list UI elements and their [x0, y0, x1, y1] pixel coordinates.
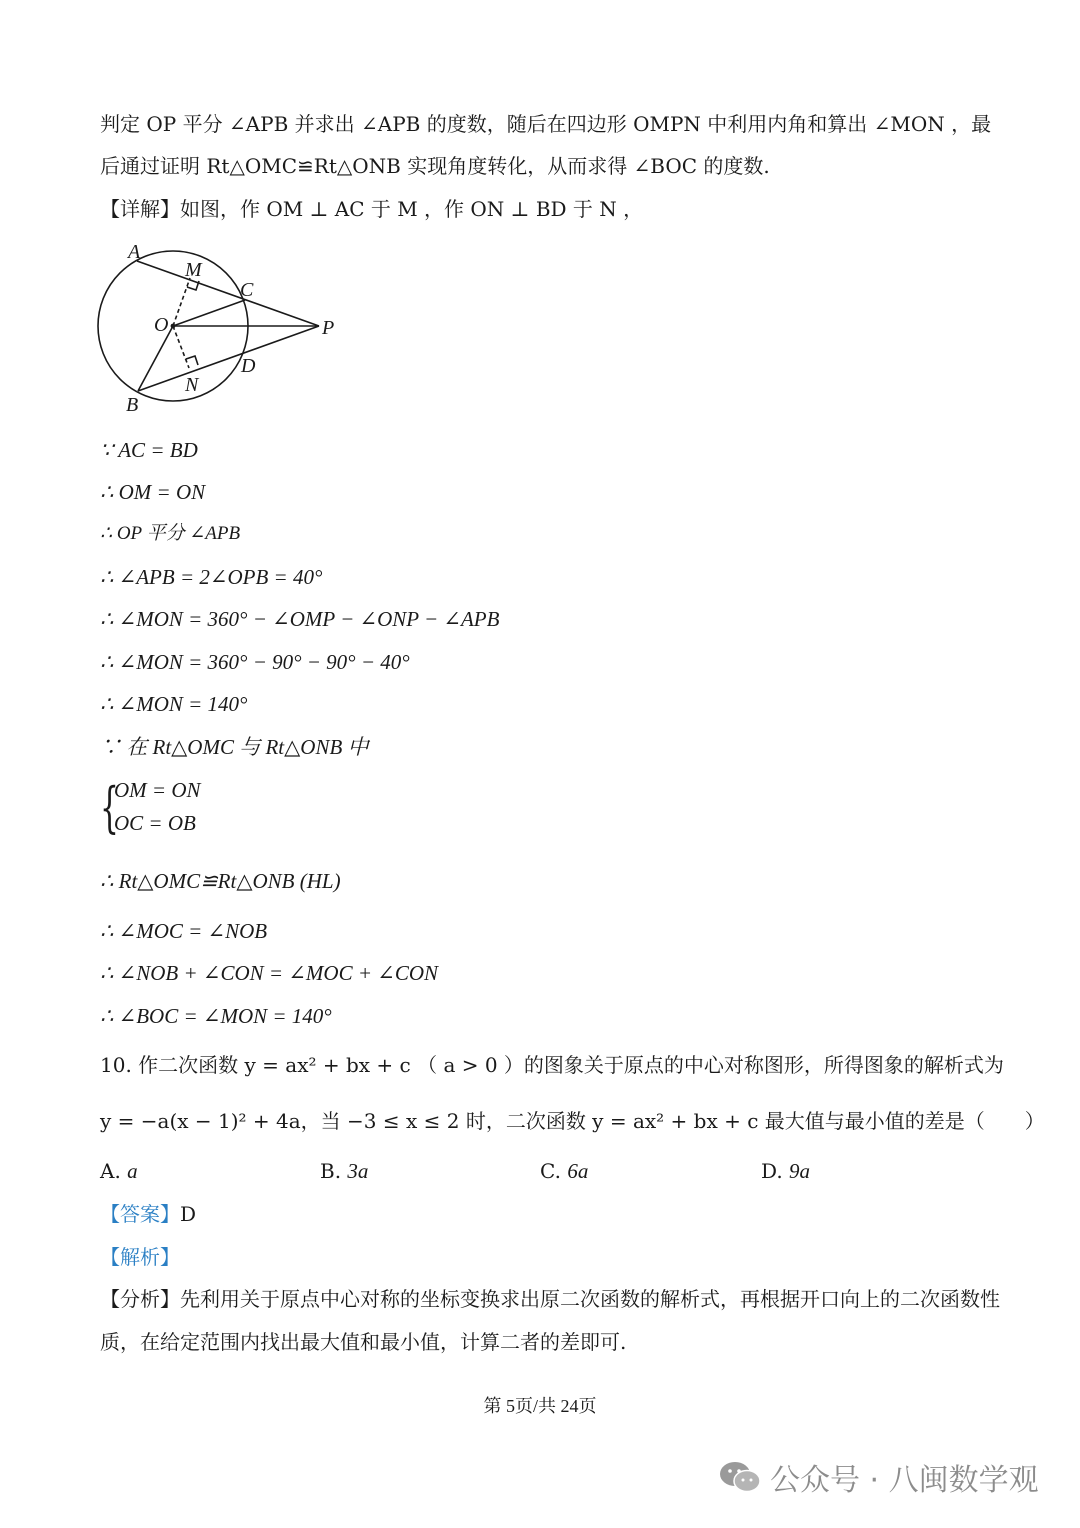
step-9: ∴ Rt△OMC≌Rt△ONB (HL): [100, 869, 341, 893]
label-C: C: [240, 279, 254, 301]
right-angle-N: [186, 356, 198, 365]
line-OM: [173, 278, 190, 326]
step-11: ∴ ∠NOB + ∠CON = ∠MOC + ∠CON: [100, 961, 439, 985]
choice-b: [320, 1159, 368, 1184]
analysis-label: 【解析】: [100, 1245, 180, 1269]
fenxi-line-1: [100, 1285, 1000, 1313]
step-4: ∴ ∠APB = 2∠OPB = 40°: [100, 565, 323, 589]
choice-a: [100, 1159, 138, 1184]
choice-d-value: 9a: [789, 1159, 811, 1183]
choice-c: [540, 1159, 588, 1184]
choice-c-value: 6a: [567, 1159, 589, 1183]
step-10: ∴ ∠MOC = ∠NOB: [100, 919, 268, 943]
label-B: B: [126, 394, 139, 416]
step-5: ∴ ∠MON = 360° − ∠OMP − ∠ONP − ∠APB: [100, 607, 500, 631]
choice-a-value: a: [127, 1159, 138, 1183]
choice-b-value: 3a: [347, 1159, 369, 1183]
circle-tangent-figure: [88, 236, 358, 416]
fenxi-text-1: 先利用关于原点中心对称的坐标变换求出原二次函数的解析式，再根据开口向上的二次函数性: [180, 1287, 1000, 1311]
step-2: ∴ OM = ON: [100, 480, 206, 504]
choice-c-key: C.: [540, 1159, 561, 1183]
brace-icon: {: [100, 776, 119, 839]
watermark: [718, 1455, 1039, 1499]
step-1: ∵ AC = BD: [100, 438, 198, 462]
question-line-2: y = −a(x − 1)² + 4a，当 −3 ≤ x ≤ 2 时，二次函数 y = ax² + bx + c 最大值与最小值的差是（ ）: [100, 1109, 1045, 1133]
step-3: ∴ OP 平分 ∠APB: [100, 523, 241, 544]
label-D: D: [241, 355, 256, 377]
detail-label: 【详解】: [100, 197, 180, 221]
label-P: P: [322, 317, 335, 339]
fenxi-line-2: 质，在给定范围内找出最大值和最小值，计算二者的差即可.: [100, 1330, 627, 1354]
line-OC: [173, 300, 245, 326]
intro-line-2: 后通过证明 Rt△OMC≌Rt△ONB 实现角度转化，从而求得 ∠BOC 的度数.: [100, 154, 770, 178]
choice-d-key: D.: [761, 1159, 783, 1183]
fenxi-label: 【分析】: [100, 1287, 180, 1311]
wechat-icon: [718, 1460, 762, 1494]
system-eq-2: OC = OB: [114, 811, 196, 835]
intro-line-1: 判定 OP 平分 ∠APB 并求出 ∠APB 的度数，随后在四边形 OMPN 中利用内角和算出 ∠MON ，最: [100, 112, 992, 136]
label-N: N: [185, 374, 199, 396]
detail-line: [100, 195, 643, 223]
choice-b-key: B.: [320, 1159, 342, 1183]
center-dot: [171, 324, 176, 329]
step-7: ∴ ∠MON = 140°: [100, 692, 248, 716]
label-A: A: [128, 241, 141, 263]
system-eq-1: OM = ON: [114, 778, 201, 802]
question-line-1: 10. 作二次函数 y = ax² + bx + c （ a > 0 ）的图象关于原点的中心对称图形，所得图象的解析式为: [100, 1053, 1004, 1077]
watermark-text: 公众号 · 八闽数学观: [770, 1463, 1039, 1498]
step-12: ∴ ∠BOC = ∠MON = 140°: [100, 1004, 332, 1028]
line-ON: [173, 326, 189, 368]
answer-label: 【答案】: [100, 1202, 180, 1226]
label-M: M: [185, 259, 202, 281]
step-6: ∴ ∠MON = 360° − 90° − 90° − 40°: [100, 650, 410, 674]
answer-line: [100, 1200, 196, 1228]
answer-value: D: [180, 1202, 197, 1226]
step-8: ∵ 在 Rt△OMC 与 Rt△ONB 中: [100, 735, 369, 759]
detail-text: 如图，作 OM ⊥ AC 于 M ，作 ON ⊥ BD 于 N ，: [180, 197, 644, 221]
label-O: O: [154, 314, 169, 336]
page-footer: 第 5页/共 24页: [483, 1396, 597, 1416]
choice-d: [761, 1159, 810, 1184]
choice-a-key: A.: [100, 1159, 121, 1183]
